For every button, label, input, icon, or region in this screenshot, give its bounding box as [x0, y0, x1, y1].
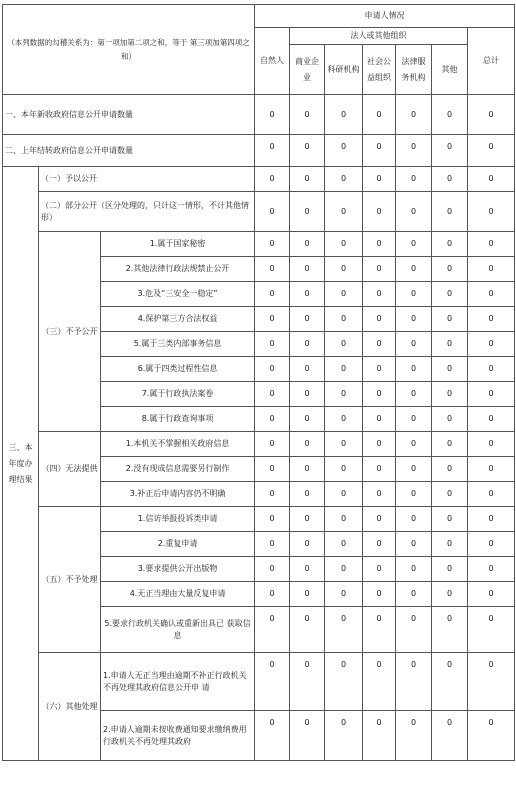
row-label: 4.无正当理由大量反复申请	[101, 582, 255, 607]
row-label: 3.危及“三安全一稳定”	[101, 282, 255, 307]
cell-value: 0	[325, 257, 363, 282]
statistics-table	[2, 4, 515, 761]
cell-value: 0	[396, 711, 432, 761]
cell-value: 0	[325, 192, 363, 232]
row-label: 6.属于四类过程性信息	[101, 357, 255, 382]
cell-value: 0	[432, 432, 468, 457]
header-note: （本列数据的勾稽关系为：第一项加第二项之和，等于 第三项加第四项之和）	[3, 5, 255, 95]
cell-value: 0	[363, 135, 396, 167]
cell-value: 0	[396, 607, 432, 653]
cell-value: 0	[468, 507, 515, 532]
cell-value: 0	[396, 557, 432, 582]
cell-value: 0	[363, 557, 396, 582]
cell-value: 0	[432, 607, 468, 653]
cell-value: 0	[290, 457, 325, 482]
cell-value: 0	[432, 532, 468, 557]
cell-value: 0	[396, 482, 432, 507]
cell-value: 0	[432, 357, 468, 382]
cell-value: 0	[290, 653, 325, 711]
cell-value: 0	[396, 167, 432, 192]
cell-value: 0	[396, 532, 432, 557]
cell-value: 0	[396, 95, 432, 135]
cell-value: 0	[432, 653, 468, 711]
col-business: 商业企业	[290, 45, 325, 95]
cell-value: 0	[255, 432, 290, 457]
col-public-welfare: 社会公益组织	[363, 45, 396, 95]
cell-value: 0	[255, 711, 290, 761]
cell-value: 0	[396, 282, 432, 307]
cell-value: 0	[325, 582, 363, 607]
cell-value: 0	[325, 135, 363, 167]
cell-value: 0	[325, 382, 363, 407]
cell-value: 0	[290, 532, 325, 557]
cell-value: 0	[363, 332, 396, 357]
cell-value: 0	[432, 257, 468, 282]
cell-value: 0	[255, 407, 290, 432]
cell-value: 0	[255, 332, 290, 357]
table-row	[3, 167, 515, 192]
cell-value: 0	[468, 95, 515, 135]
cell-value: 0	[432, 382, 468, 407]
cell-value: 0	[363, 482, 396, 507]
cell-value: 0	[468, 282, 515, 307]
cell-value: 0	[468, 307, 515, 332]
row-label: 2.重复申请	[101, 532, 255, 557]
cell-value: 0	[396, 432, 432, 457]
cell-value: 0	[396, 232, 432, 257]
cell-value: 0	[468, 532, 515, 557]
cell-value: 0	[396, 192, 432, 232]
cell-value: 0	[432, 507, 468, 532]
cell-value: 0	[432, 557, 468, 582]
cell-value: 0	[290, 282, 325, 307]
cell-value: 0	[396, 507, 432, 532]
cell-value: 0	[468, 332, 515, 357]
cell-value: 0	[432, 711, 468, 761]
cell-value: 0	[255, 135, 290, 167]
cell-value: 0	[290, 135, 325, 167]
cell-value: 0	[468, 557, 515, 582]
cell-value: 0	[432, 482, 468, 507]
cell-value: 0	[363, 232, 396, 257]
table-row	[3, 232, 515, 257]
cell-value: 0	[255, 95, 290, 135]
cell-value: 0	[325, 607, 363, 653]
cell-value: 0	[290, 382, 325, 407]
cell-value: 0	[432, 135, 468, 167]
cell-value: 0	[325, 507, 363, 532]
cell-value: 0	[290, 711, 325, 761]
row-label: 2.没有现成信息需要另行制作	[101, 457, 255, 482]
cell-value: 0	[468, 135, 515, 167]
cell-value: 0	[290, 257, 325, 282]
table-row	[3, 135, 515, 167]
cell-value: 0	[432, 192, 468, 232]
cell-value: 0	[363, 192, 396, 232]
cell-value: 0	[396, 653, 432, 711]
cell-value: 0	[468, 653, 515, 711]
row-label: 5.属于三类内部事务信息	[101, 332, 255, 357]
cell-value: 0	[363, 432, 396, 457]
cell-value: 0	[363, 653, 396, 711]
cell-value: 0	[255, 482, 290, 507]
row-label: 8.属于行政查询事项	[101, 407, 255, 432]
cell-value: 0	[290, 407, 325, 432]
group-label: （四）无法提供	[39, 432, 101, 507]
cell-value: 0	[325, 557, 363, 582]
cell-value: 0	[363, 257, 396, 282]
cell-value: 0	[396, 135, 432, 167]
cell-value: 0	[255, 457, 290, 482]
cell-value: 0	[325, 95, 363, 135]
row-label: 一、本年新收政府信息公开申请数量	[3, 95, 255, 135]
cell-value: 0	[396, 582, 432, 607]
cell-value: 0	[468, 607, 515, 653]
row-label: 4.保护第三方合法权益	[101, 307, 255, 332]
cell-value: 0	[363, 582, 396, 607]
cell-value: 0	[290, 507, 325, 532]
cell-value: 0	[255, 382, 290, 407]
cell-value: 0	[290, 582, 325, 607]
cell-value: 0	[468, 457, 515, 482]
cell-value: 0	[325, 457, 363, 482]
cell-value: 0	[363, 407, 396, 432]
cell-value: 0	[255, 192, 290, 232]
cell-value: 0	[255, 307, 290, 332]
cell-value: 0	[290, 607, 325, 653]
cell-value: 0	[363, 282, 396, 307]
cell-value: 0	[468, 432, 515, 457]
row-label: （二）部分公开（区分处理的，只计这一情形，不计其他情形）	[39, 192, 255, 232]
cell-value: 0	[255, 607, 290, 653]
cell-value: 0	[468, 192, 515, 232]
cell-value: 0	[290, 167, 325, 192]
cell-value: 0	[325, 711, 363, 761]
cell-value: 0	[396, 407, 432, 432]
cell-value: 0	[290, 192, 325, 232]
cell-value: 0	[255, 167, 290, 192]
col-other: 其他	[432, 45, 468, 95]
row-label: 3.补正后申请内容仍不明确	[101, 482, 255, 507]
cell-value: 0	[432, 307, 468, 332]
cell-value: 0	[468, 167, 515, 192]
cell-value: 0	[363, 507, 396, 532]
cell-value: 0	[432, 332, 468, 357]
cell-value: 0	[468, 407, 515, 432]
row-label: 3.要求提供公开出版物	[101, 557, 255, 582]
cell-value: 0	[432, 232, 468, 257]
table-row	[3, 95, 515, 135]
cell-value: 0	[432, 582, 468, 607]
cell-value: 0	[325, 432, 363, 457]
cell-value: 0	[325, 653, 363, 711]
cell-value: 0	[325, 167, 363, 192]
cell-value: 0	[363, 711, 396, 761]
cell-value: 0	[432, 457, 468, 482]
row-label: 5.要求行政机关确认或重新出具已 获取信息	[101, 607, 255, 653]
cell-value: 0	[468, 582, 515, 607]
cell-value: 0	[290, 232, 325, 257]
cell-value: 0	[432, 407, 468, 432]
cell-value: 0	[468, 382, 515, 407]
cell-value: 0	[325, 407, 363, 432]
cell-value: 0	[325, 232, 363, 257]
cell-value: 0	[325, 307, 363, 332]
col-total: 总计	[468, 28, 515, 95]
cell-value: 0	[468, 257, 515, 282]
cell-value: 0	[255, 653, 290, 711]
cell-value: 0	[325, 532, 363, 557]
cell-value: 0	[290, 557, 325, 582]
cell-value: 0	[290, 95, 325, 135]
cell-value: 0	[255, 357, 290, 382]
row-label: 1.申请人无正当理由逾期不补正行政机关不再处理其政府信息公开申 请	[101, 653, 255, 711]
cell-value: 0	[363, 457, 396, 482]
row-label: 二、上年结转政府信息公开申请数量	[3, 135, 255, 167]
cell-value: 0	[255, 232, 290, 257]
cell-value: 0	[325, 282, 363, 307]
table-row	[3, 507, 515, 532]
cell-value: 0	[396, 332, 432, 357]
cell-value: 0	[468, 232, 515, 257]
cell-value: 0	[255, 282, 290, 307]
header-legal: 法人或其他组织	[290, 28, 468, 45]
col-research: 科研机构	[325, 45, 363, 95]
group-label: （五）不予处理	[39, 507, 101, 653]
cell-value: 0	[468, 357, 515, 382]
row-label: 2.申请人逾期未按收费通知要求缴纳费用行政机关不再处理其政府	[101, 711, 255, 761]
group-label: （三）不予公开	[39, 232, 101, 432]
cell-value: 0	[363, 357, 396, 382]
cell-value: 0	[432, 95, 468, 135]
row-label: 1.属于国家秘密	[101, 232, 255, 257]
cell-value: 0	[325, 482, 363, 507]
cell-value: 0	[363, 532, 396, 557]
cell-value: 0	[255, 532, 290, 557]
section-3-label: 三、本年度办理结果	[3, 167, 39, 761]
cell-value: 0	[396, 382, 432, 407]
cell-value: 0	[396, 257, 432, 282]
cell-value: 0	[255, 582, 290, 607]
table-row	[3, 192, 515, 232]
cell-value: 0	[290, 332, 325, 357]
cell-value: 0	[363, 607, 396, 653]
cell-value: 0	[432, 282, 468, 307]
cell-value: 0	[255, 257, 290, 282]
cell-value: 0	[468, 711, 515, 761]
cell-value: 0	[396, 357, 432, 382]
cell-value: 0	[290, 357, 325, 382]
row-label: 2.其他法律行政法规禁止公开	[101, 257, 255, 282]
row-label: 7.属于行政执法案卷	[101, 382, 255, 407]
cell-value: 0	[325, 332, 363, 357]
group-label: （六）其他处理	[39, 653, 101, 761]
row-label: （一）予以公开	[39, 167, 255, 192]
cell-value: 0	[255, 507, 290, 532]
col-natural-person: 自然人	[255, 28, 290, 95]
table-row	[3, 432, 515, 457]
cell-value: 0	[432, 167, 468, 192]
cell-value: 0	[468, 482, 515, 507]
cell-value: 0	[255, 557, 290, 582]
cell-value: 0	[290, 432, 325, 457]
cell-value: 0	[396, 307, 432, 332]
col-legal-service: 法律服务机构	[396, 45, 432, 95]
row-label: 1.本机关不掌握相关政府信息	[101, 432, 255, 457]
row-label: 1.信访举报投诉类申请	[101, 507, 255, 532]
cell-value: 0	[363, 167, 396, 192]
table-row	[3, 653, 515, 711]
cell-value: 0	[290, 307, 325, 332]
cell-value: 0	[396, 457, 432, 482]
cell-value: 0	[363, 382, 396, 407]
header-applicant: 申请人情况	[255, 5, 515, 28]
cell-value: 0	[290, 482, 325, 507]
cell-value: 0	[325, 357, 363, 382]
cell-value: 0	[363, 95, 396, 135]
cell-value: 0	[363, 307, 396, 332]
